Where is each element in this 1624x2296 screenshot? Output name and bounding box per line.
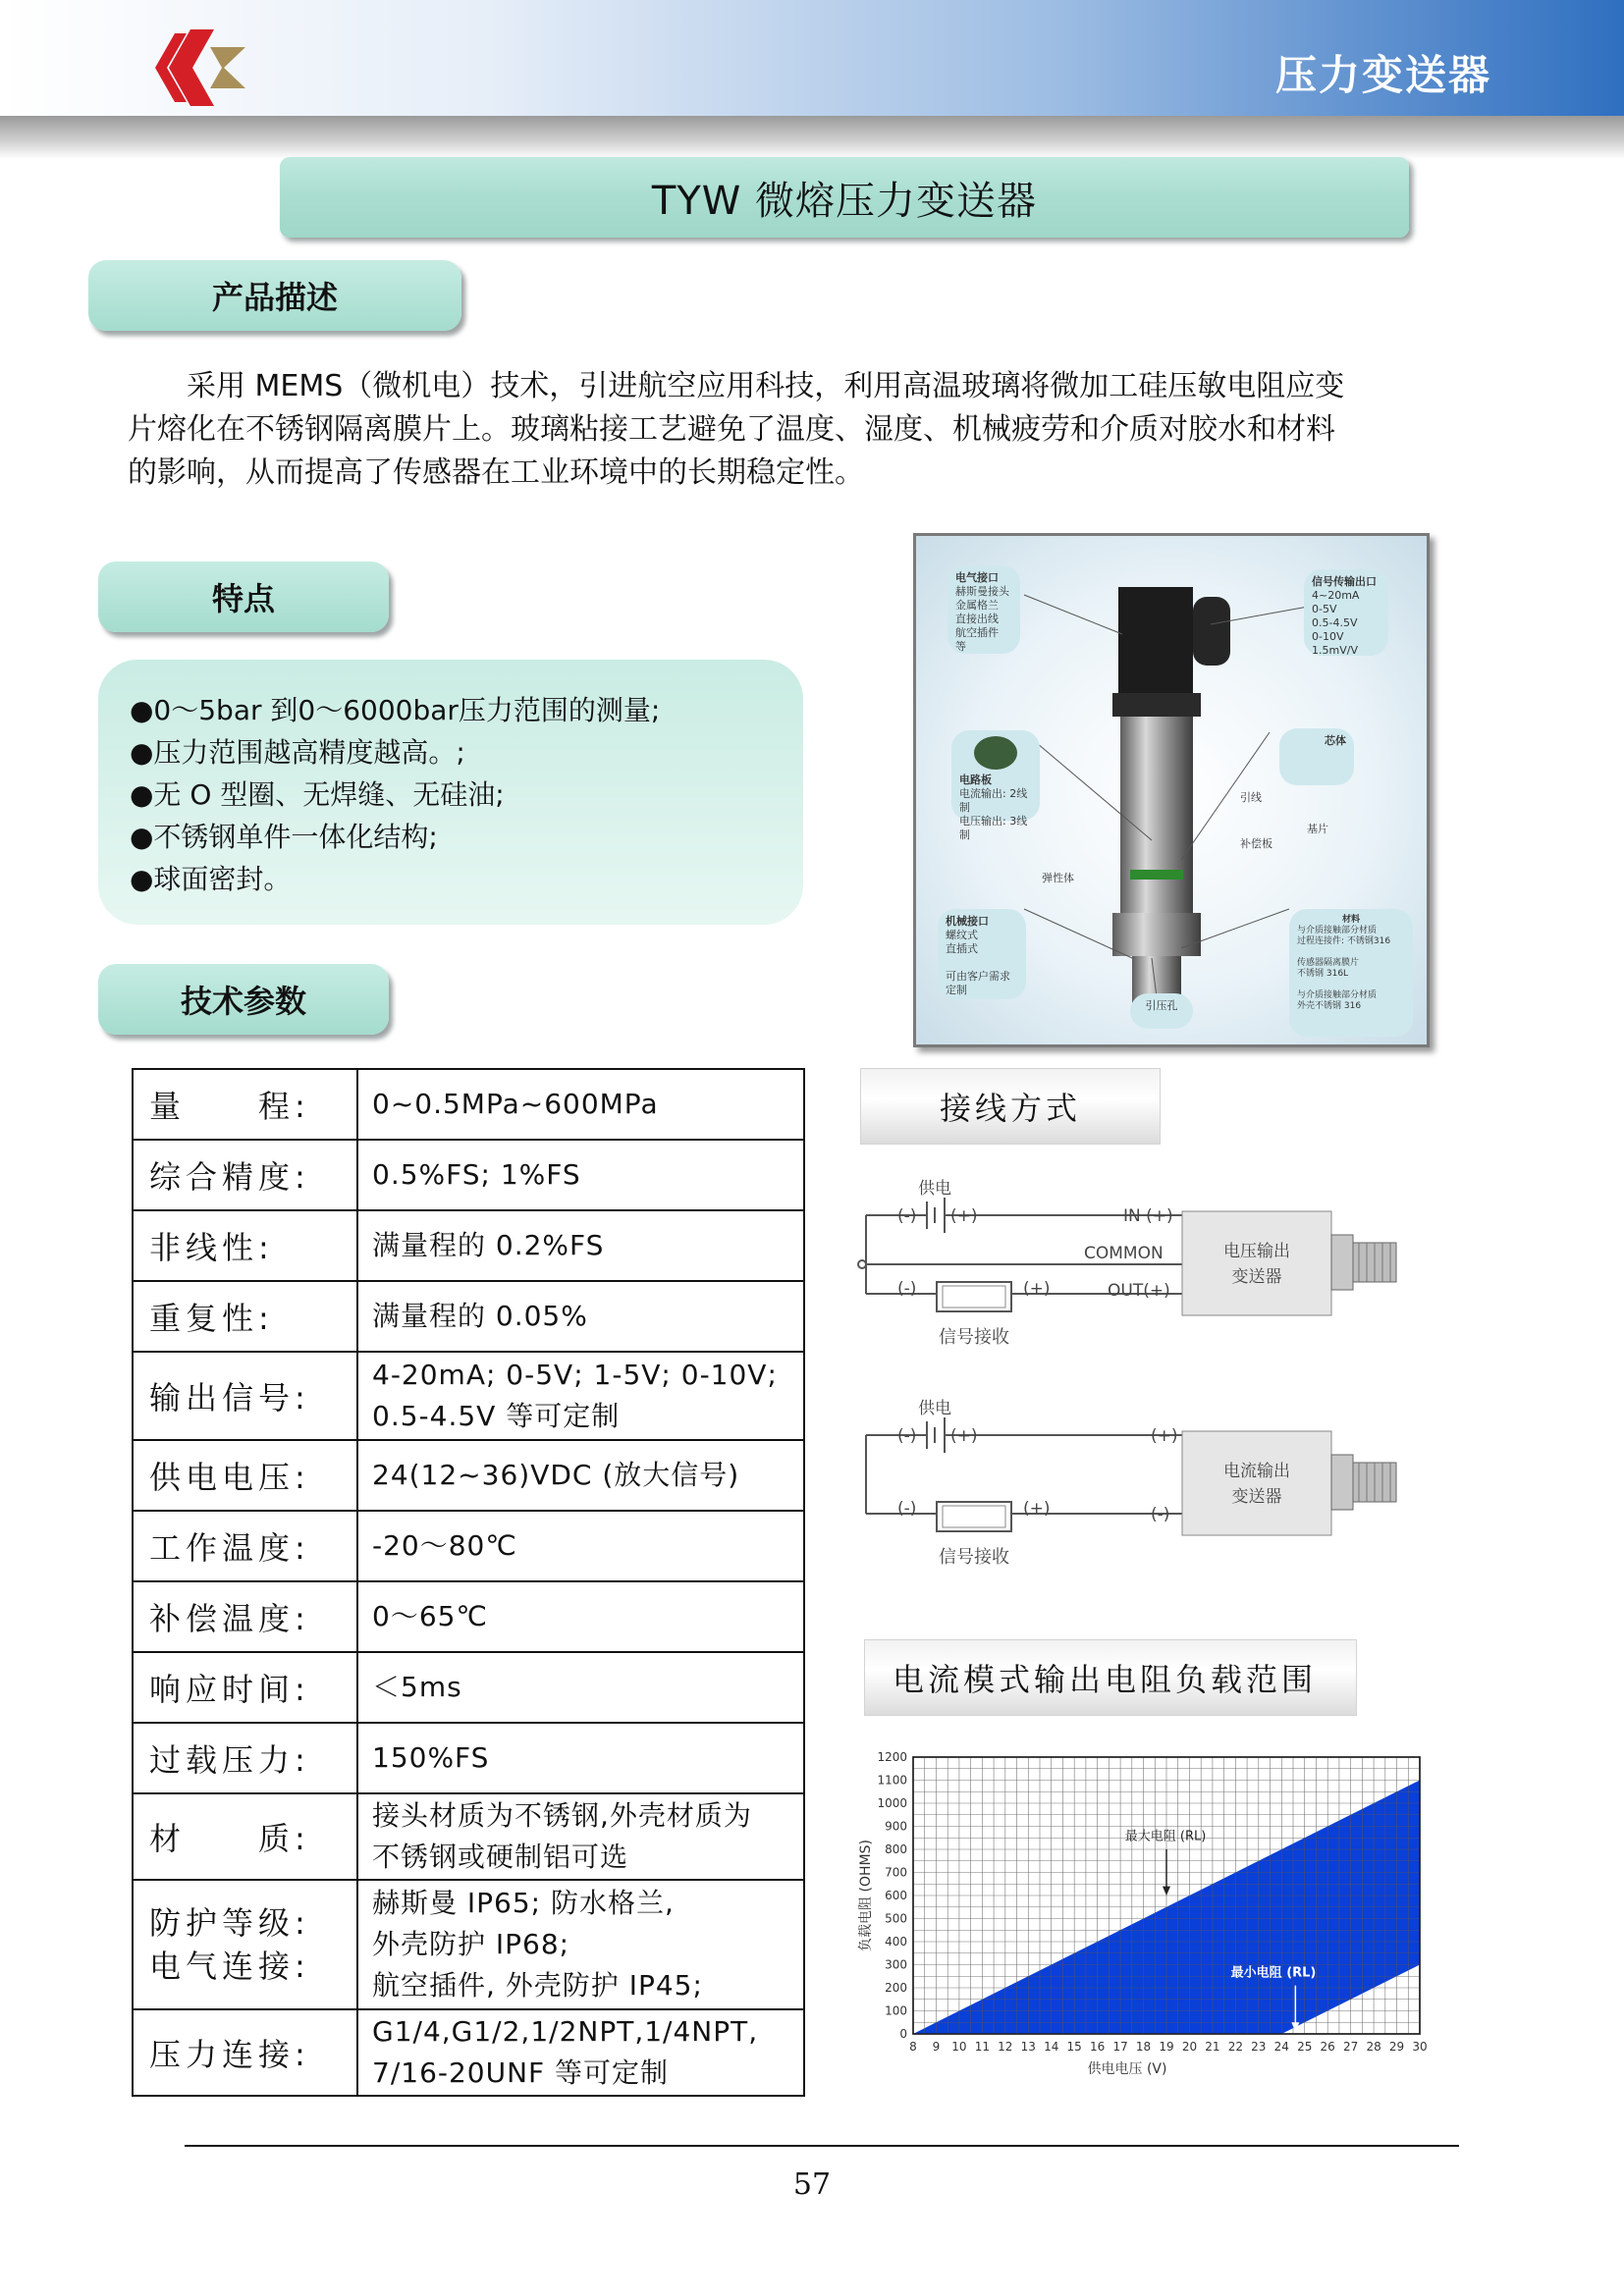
connector-head [1118,587,1193,697]
y-tick-label: 200 [885,1981,907,1995]
spec-row [133,1793,804,1880]
callout-line: 电流输出: 2线制 [959,787,1028,814]
x-tick-label: 10 [951,2040,967,2054]
x-tick-label: 8 [909,2040,917,2054]
callout-line: 金属格兰 [955,599,999,612]
callout-line: 过程连接件: 不锈钢316 [1297,936,1391,946]
label-lead: 引线 [1240,791,1262,804]
spec-value-line: 不锈钢或硬制铝可选 [372,1841,629,1873]
spec-row [133,2009,804,2096]
spec-key: 非线性: [133,1210,357,1281]
housing-body [1120,717,1193,913]
cable-gland [1193,597,1230,666]
y-axis-label: 负载电阻 (OHMS) [858,1840,874,1951]
callout-line: 航空插件 [955,626,999,639]
spec-value-line: 4-20mA; 0-5V; 1-5V; 0-10V; [372,1359,778,1391]
wiring-heading-bar [860,1068,1161,1145]
page-number: 57 [792,2167,832,2202]
pcb-image [974,736,1017,770]
x-tick-label: 27 [1342,2040,1359,2054]
current-transmitter-box [1182,1431,1331,1535]
x-tick-label: 28 [1366,2040,1381,2054]
callout-line: 不锈钢 316L [1297,969,1349,979]
callout-line: 直插式 [946,942,978,955]
receiver-label: 信号接收 [939,1547,1009,1568]
y-tick-label: 1200 [877,1750,907,1764]
callout-line: 0-10V [1312,630,1344,643]
spec-value-line: 24(12~36)VDC (放大信号) [372,1459,740,1491]
spec-value-line: 0.5-4.5V 等可定制 [372,1400,621,1432]
spec-row [133,1352,804,1440]
neg-label: (-) [1151,1505,1170,1524]
x-tick-label: 30 [1412,2040,1428,2054]
x-tick-label: 22 [1227,2040,1244,2054]
spec-value-line: 满量程的 0.2%FS [372,1229,605,1261]
spec-value-line: -20～80℃ [372,1529,517,1562]
spec-row [133,1069,804,1140]
spec-value-line: 满量程的 0.05% [372,1300,588,1332]
spec-row [133,1511,804,1581]
pos-label: (+) [950,1206,978,1226]
y-tick-label: 700 [885,1865,907,1880]
spec-value-line: 航空插件, 外壳防护 IP45; [372,1969,703,2002]
y-tick-label: 800 [885,1842,907,1856]
neg-label: (-) [897,1279,917,1299]
x-tick-label: 19 [1159,2040,1174,2054]
spec-value [357,1210,804,1281]
spec-row [133,1880,804,2009]
specs-tab [98,964,389,1035]
spec-value [357,1281,804,1352]
callout-electrical [947,565,1020,654]
spec-key: 材 质: [133,1793,357,1880]
supply-label: 供电 [918,1179,951,1199]
neg-label: (-) [897,1206,917,1226]
spec-value-line: 150%FS [372,1741,490,1774]
in-label: IN (+) [1123,1206,1173,1226]
spec-row [133,1210,804,1281]
spec-row [133,1440,804,1511]
spec-key: 补偿温度: [133,1581,357,1652]
x-tick-label: 11 [974,2040,991,2054]
spec-value-line: 外壳防护 IP68; [372,1928,570,1960]
header-strip [0,116,1624,159]
callout-chip [1279,728,1354,785]
seal-ring [1130,870,1183,880]
callout-line: 等 [955,640,966,653]
device-label: 变送器 [1231,1267,1282,1287]
product-title: TYW 微熔压力变送器 [651,178,1038,224]
spec-row [133,1281,804,1352]
label-comp: 补偿板 [1240,837,1272,850]
callout-line: 与介质接触部分材质 [1297,990,1378,1000]
features-heading: 特点 [211,580,275,617]
x-tick-label: 29 [1388,2040,1405,2054]
callout-title: 电气接口 [955,571,999,584]
callout-line: 赫斯曼接头 [955,585,1009,598]
x-tick-label: 24 [1273,2040,1289,2054]
y-tick-label: 0 [899,2027,907,2041]
spec-key: 工作温度: [133,1511,357,1581]
description-text [128,365,1463,495]
y-tick-label: 900 [885,1819,907,1834]
description-line: 片熔化在不锈钢隔离膜片上。玻璃粘接工艺避免了温度、湿度、机械疲劳和介质对胶水和材料 [128,412,1335,447]
spec-key: 防护等级: 电气连接: [133,1880,357,2009]
callout-material [1289,909,1413,1037]
spec-value-line: ＜5ms [372,1671,462,1703]
voltage-transmitter-box [1182,1211,1331,1315]
spec-value [357,1652,804,1723]
spec-key: 过载压力: [133,1723,357,1793]
pos-label: (+) [1023,1499,1051,1519]
pos-label: (+) [1151,1426,1178,1446]
description-line: 的影响，从而提高了传感器在工业环境中的长期稳定性。 [128,455,864,490]
callout-title: 信号传输出口 [1312,575,1377,588]
y-tick-label: 400 [885,1935,907,1949]
spec-key: 量 程: [133,1069,357,1140]
features-tab [98,561,389,632]
spec-key: 压力连接: [133,2009,357,2096]
callout-line: 与介质接触部分材质 [1297,926,1378,935]
y-tick-label: 600 [885,1889,907,1902]
callout-mech [938,909,1026,999]
x-tick-label: 16 [1089,2040,1106,2054]
spec-table [132,1068,805,2097]
common-label: COMMON [1084,1244,1164,1263]
neg-label: (-) [897,1499,917,1519]
x-tick-label: 25 [1297,2040,1313,2054]
callout-title: 芯体 [1325,734,1346,747]
device-label: 电流输出 [1223,1462,1290,1481]
spec-row [133,1581,804,1652]
company-logo-icon [153,27,247,108]
x-tick-label: 12 [998,2040,1013,2054]
specs-heading: 技术参数 [180,983,306,1020]
spec-row [133,1652,804,1723]
current-wiring-diagram [856,1394,1406,1571]
spec-row [133,1723,804,1793]
header-title: 压力变送器 [1274,51,1491,99]
spec-value [357,1880,804,2009]
callout-line: 电压输出: 3线制 [959,815,1028,841]
spec-key: 综合精度: [133,1140,357,1210]
callout-port: 引压孔 [1130,993,1193,1029]
x-tick-label: 18 [1135,2040,1152,2054]
spec-value-line: 7/16-20UNF 等可定制 [372,2056,670,2089]
feature-item: ●压力范围越高精度越高。; [130,736,465,769]
pos-label: (+) [1023,1279,1051,1299]
callout-line: 外壳不锈钢 316 [1297,1001,1362,1011]
feature-item: ●球面密封。 [130,863,292,895]
callout-line [1297,980,1405,990]
spec-value-line: 0～65℃ [372,1600,488,1632]
x-tick-label: 26 [1320,2040,1335,2054]
wiring-heading: 接线方式 [940,1090,1082,1127]
receiver-label: 信号接收 [939,1327,1009,1348]
spec-key: 重复性: [133,1281,357,1352]
x-tick-label: 23 [1251,2040,1267,2054]
spec-value [357,1440,804,1511]
spec-value-line: 0.5%FS; 1%FS [372,1158,581,1191]
load-range-chart [856,1745,1426,2089]
features-list [98,660,803,900]
y-tick-label: 1000 [877,1796,907,1810]
x-tick-label: 9 [932,2040,941,2054]
y-tick-label: 500 [885,1911,907,1926]
spec-value-line: G1/4,G1/2,1/2NPT,1/4NPT, [372,2015,759,2048]
callout-title: 电路板 [959,774,992,786]
spec-value [357,1581,804,1652]
description-heading: 产品描述 [211,279,338,316]
spec-value-line: 接头材质为不锈钢,外壳材质为 [372,1799,752,1832]
description-line: 采用 MEMS（微机电）技术，引进航空应用科技，利用高温玻璃将微加工硅压敏电阻应变 [128,369,1345,403]
label-base: 基片 [1307,823,1328,835]
feature-item: ●0～5bar 到0～6000bar压力范围的测量; [130,694,661,726]
callout-line: 传感器隔离膜片 [1297,958,1360,968]
callout-line: 螺纹式 [946,929,978,941]
spec-value [357,1140,804,1210]
y-tick-label: 100 [885,2003,907,2018]
spec-value-line: 赫斯曼 IP65; 防水格兰, [372,1887,675,1919]
callout-line [1297,947,1405,958]
callout-pcb [951,730,1040,841]
product-photo [913,533,1430,1047]
device-label: 变送器 [1231,1487,1282,1507]
callout-line [946,956,1018,970]
device-label: 电压输出 [1223,1242,1290,1261]
x-tick-label: 14 [1044,2040,1059,2054]
x-tick-label: 15 [1066,2040,1082,2054]
spec-value [357,2009,804,2096]
spec-key: 输出信号: [133,1352,357,1440]
callout-title: 材料 [1341,915,1360,925]
pos-label: (+) [950,1426,978,1446]
supply-label: 供电 [918,1399,951,1418]
x-tick-label: 21 [1205,2040,1220,2054]
product-title-bar [280,157,1409,238]
spec-key: 响应时间: [133,1652,357,1723]
spec-key: 供电电压: [133,1440,357,1511]
feature-item: ●不锈钢单件一体化结构; [130,821,438,853]
feature-item: ●无 O 型圈、无焊缝、无硅油; [130,778,505,811]
y-tick-label: 1100 [877,1773,907,1788]
description-tab [88,260,461,331]
spec-value [357,1352,804,1440]
connector-base [1112,693,1201,717]
spec-value [357,1511,804,1581]
callout-line: 0.5-4.5V [1312,616,1358,629]
callout-signal [1304,569,1388,656]
load-heading-bar [864,1639,1357,1716]
spec-value [357,1069,804,1140]
min-line-label: 最小电阻 (RL) [1230,1965,1317,1981]
spec-row [133,1140,804,1210]
footer-rule [185,2145,1459,2147]
callout-line: 4~20mA [1312,589,1360,602]
spec-value [357,1793,804,1880]
spec-value-line: 0~0.5MPa~600MPa [372,1088,659,1120]
y-tick-label: 300 [885,1957,907,1972]
callout-title: 机械接口 [946,915,989,928]
load-heading: 电流模式输出电阻负载范围 [893,1661,1318,1698]
out-label: OUT(+) [1108,1281,1170,1301]
spec-value [357,1723,804,1793]
max-line-label: 最大电阻 (RL) [1124,1829,1207,1844]
x-tick-label: 13 [1020,2040,1036,2054]
callout-line: 可由客户需求定制 [946,970,1010,996]
callout-line: 1.5mV/V [1312,644,1358,657]
voltage-wiring-diagram [856,1174,1406,1351]
hex-nut [1112,913,1201,956]
neg-label: (-) [897,1426,917,1446]
label-elastic: 弹性体 [1042,872,1074,884]
callout-line: 0-5V [1312,603,1337,615]
x-tick-label: 17 [1112,2040,1128,2054]
callout-line: 直接出线 [955,613,999,625]
features-box [98,660,803,925]
x-tick-label: 20 [1181,2040,1198,2054]
x-axis-label: 供电电压 (V) [1087,2061,1167,2077]
